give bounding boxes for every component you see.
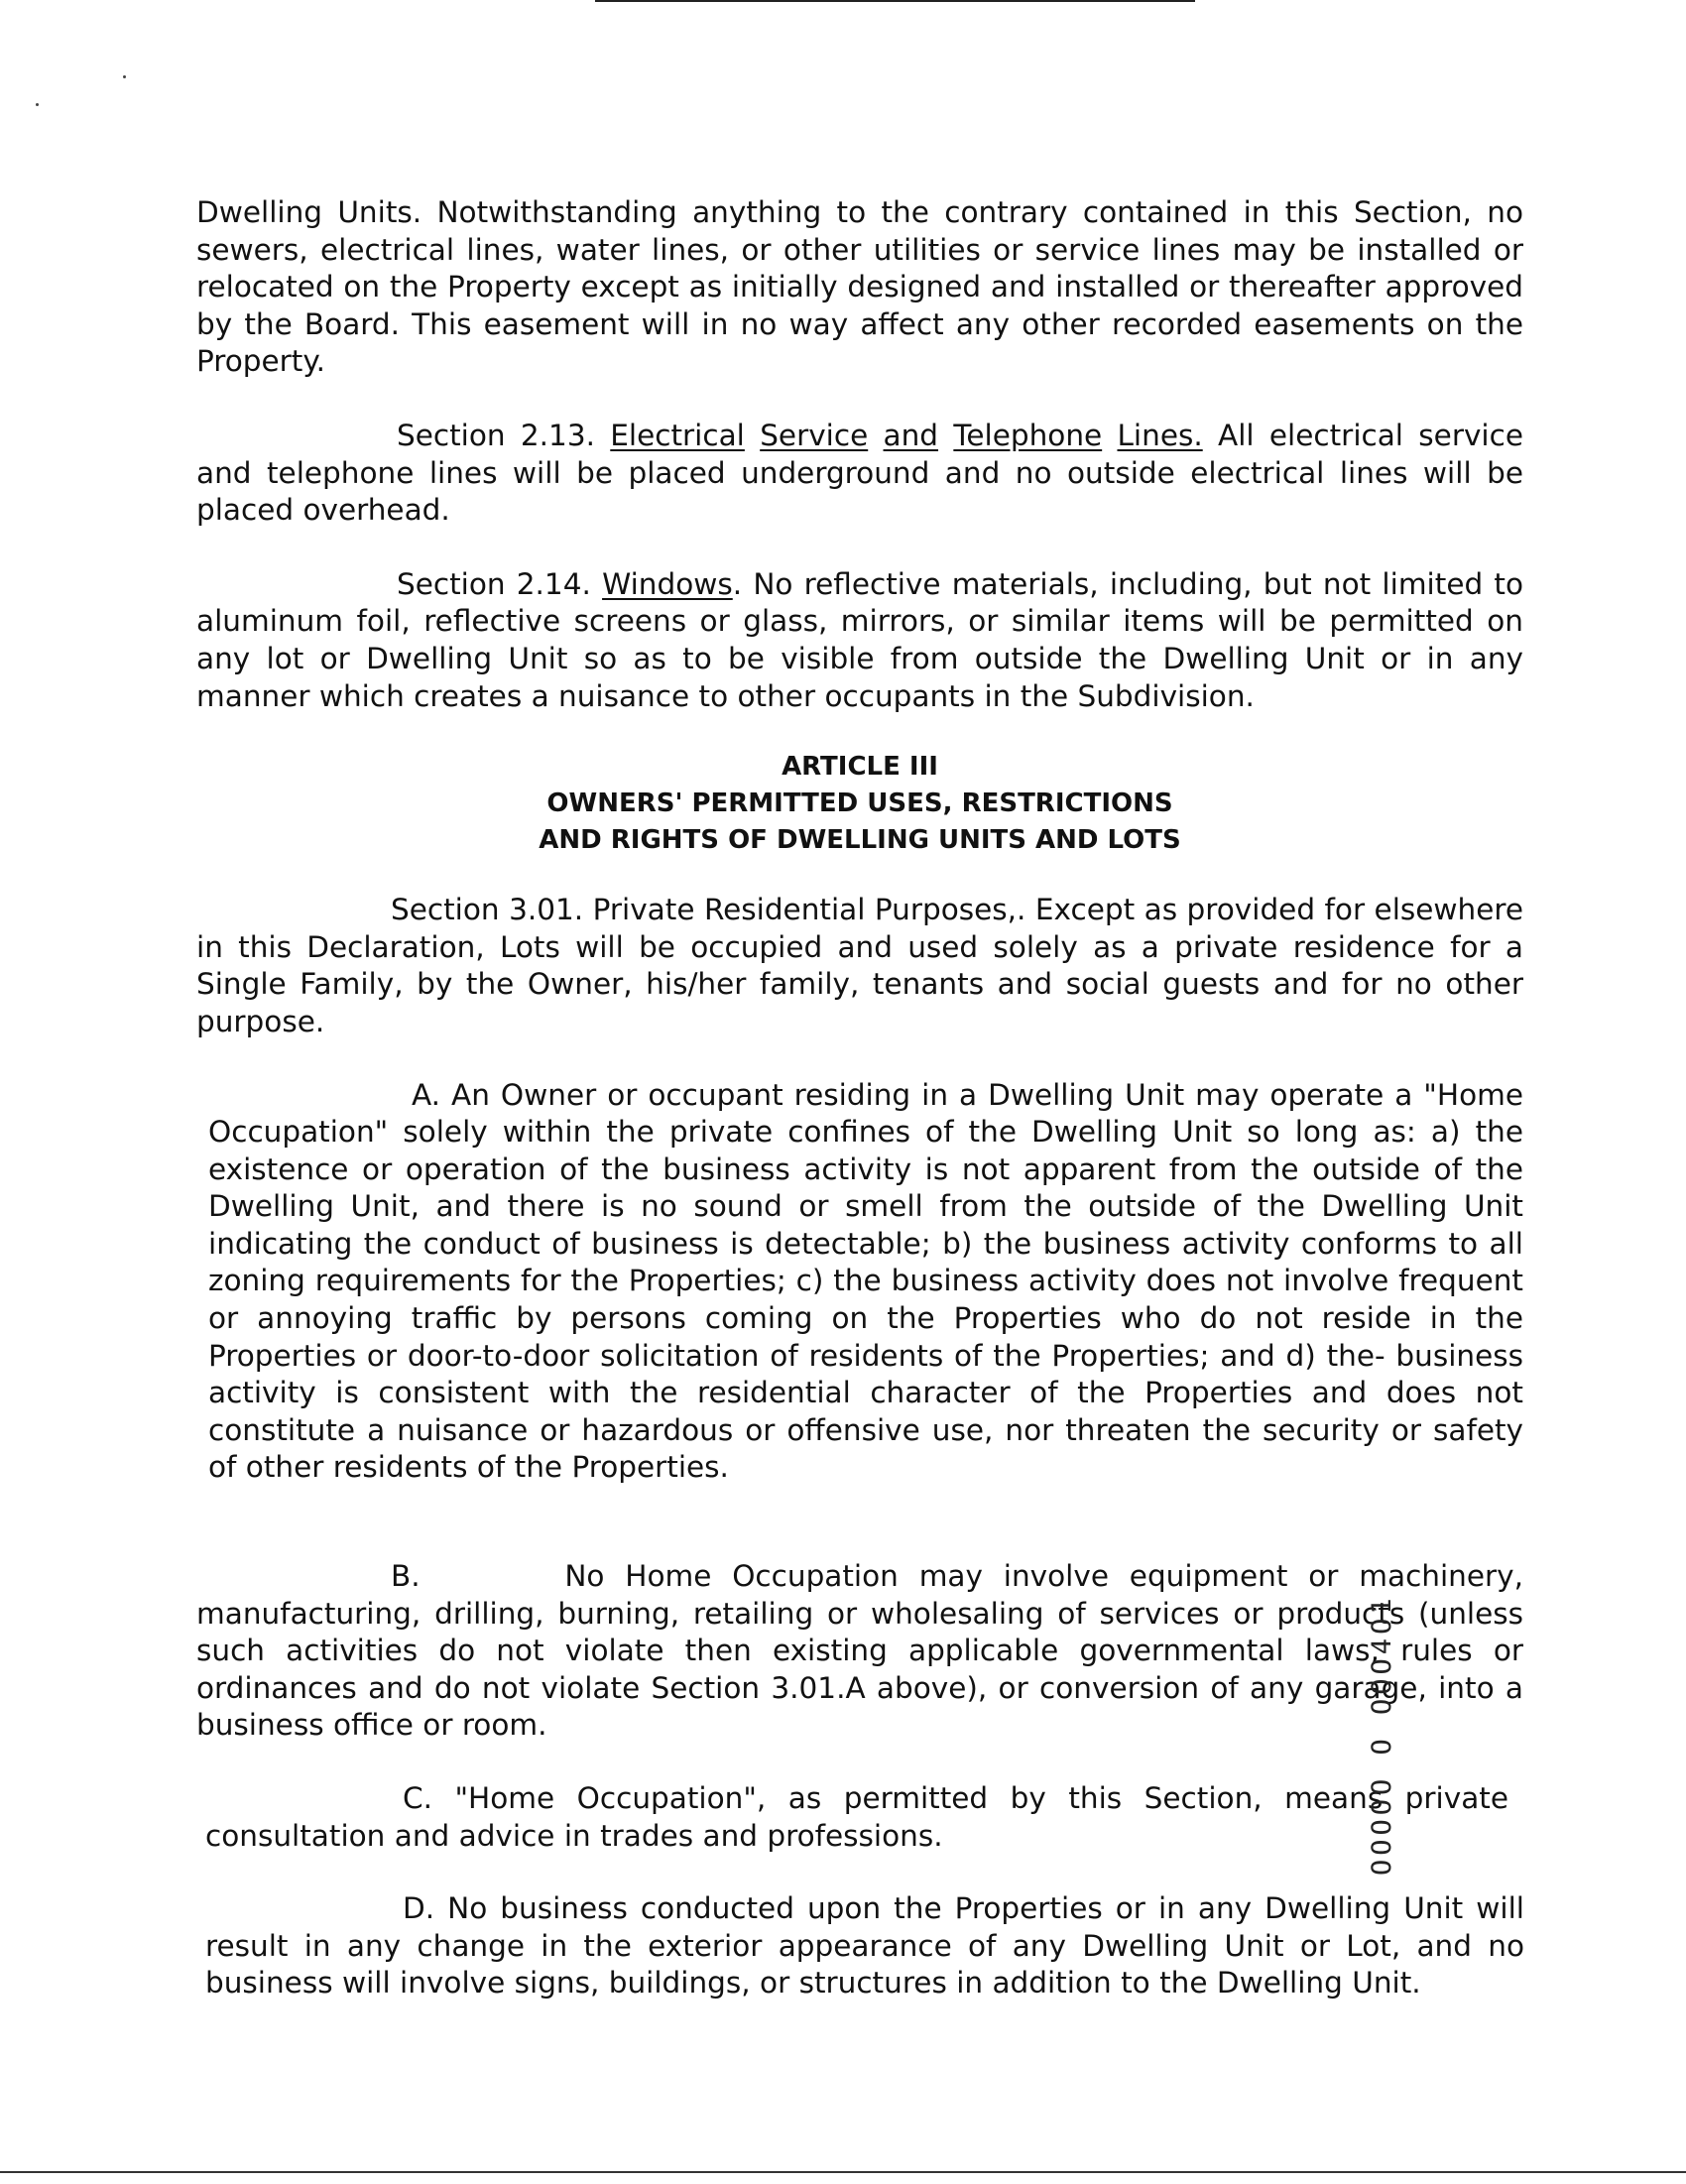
section-3-01 xyxy=(196,892,1523,1040)
section-title-word: Service xyxy=(760,418,869,452)
section-2-13 xyxy=(196,418,1523,530)
section-2-14: Section 2.14. Windows. No reflective materials, including, but not limited to aluminum foil, reflective screens or glass, mirrors, or similar items will be permitted on any lot or Dwelling Unit so as to be visible from outside the Dwelling Unit or in any manner which creates a nuisance to other occupants in the Subdivision. xyxy=(196,566,1523,713)
section-body: Except as provided for elsewhere in this Declaration, Lots will be occupied and used solely as a private residence for a Single Family, by the Owner, his/her family, tenants and social guests and for no other purpose. xyxy=(196,893,1524,1038)
document-page xyxy=(196,194,1523,2031)
subsection-body: No Home Occupation may involve equipment or machinery, manufacturing, drilling, burning, retailing or wholesaling of services or products (unless such activities do not violate then existing applicable governmental laws, rules or ordinances and do not violate Section 3.01.A above), or conversion of any garage, into a business office or room. xyxy=(196,1559,1523,1743)
section-number: Section 2.13. xyxy=(397,418,595,452)
subsection-c: C. "Home Occupation", as permitted by this Section, means private consultation and advice in trades and professions. xyxy=(205,1781,1508,1853)
section-title-word: Electrical xyxy=(610,418,745,452)
section-title-word: Telephone xyxy=(953,418,1103,452)
scan-speck xyxy=(123,75,126,78)
section-body: All electrical service and telephone lines will be placed underground and no outside electrical lines will be placed overhead. xyxy=(196,418,1523,528)
section-body: No reflective materials, including, but not limited to aluminum foil, reflective screens or glass, mirrors, or similar items will be permitted on any lot or Dwelling Unit so as to be visible from outside the Dwelling Unit or in any manner which creates a nuisance to other occupants in the Subdivision. xyxy=(196,566,1523,713)
subsection-b xyxy=(196,1558,1523,1745)
section-title-word: and xyxy=(883,418,939,452)
scan-speck xyxy=(36,103,39,106)
side-document-stamp: OOOOO O OOO4O1 xyxy=(1367,1594,1397,1876)
section-title-word: Lines. xyxy=(1117,418,1203,452)
subsection-a: A. An Owner or occupant residing in a Dwelling Unit may operate a "Home Occupation" solely within the private confines of the Dwelling Unit so long as: a) the existence or operation of the business activity is not apparent from the outside of the Dwelling Unit, and there is no sound or smell from the outside of the Dwelling Unit indicating the conduct of business is detectable; b) the business activity conforms to all zoning requirements for the Properties; c) the business activity does not involve frequent or annoying traffic by persons coming on the Properties who do not reside in the Properties or door-to-door solicitation of residents of the Properties; and d) the- business activity is consistent with the residential character of the Properties and does not constitute a nuisance or hazardous or offensive use, nor threaten the security or safety of other residents of the Properties. xyxy=(208,1077,1523,1485)
section-number: Section 2.14. xyxy=(397,566,591,601)
article-title-line: OWNERS' PERMITTED USES, RESTRICTIONS xyxy=(546,789,1173,819)
section-title: Private Residential Purposes,. xyxy=(592,893,1026,927)
top-scan-rule xyxy=(595,0,1195,2)
section-number: Section 3.01. xyxy=(391,893,584,927)
subsection-letter: B. xyxy=(391,1559,421,1594)
subsection-d: D. No business conducted upon the Properties or in any Dwelling Unit will result in any change in the exterior appearance of any Dwelling Unit or Lot, and no business will involve signs, buildings, or structures in addition to the Dwelling Unit. xyxy=(205,1891,1524,2001)
bottom-scan-rule xyxy=(0,2171,1686,2173)
article-number: ARTICLE III xyxy=(782,752,938,783)
article-title-line: AND RIGHTS OF DWELLING UNITS AND LOTS xyxy=(539,825,1181,856)
intro-paragraph: Dwelling Units. Notwithstanding anything to the contrary contained in this Section, no sewers, electrical lines, water lines, or other utilities or service lines may be installed or relocated on the Property except as initially designed and installed or thereafter approved by the Board. This easement will in no way affect any other recorded easements on the Property. xyxy=(196,195,1523,379)
article-heading xyxy=(196,749,1523,859)
section-title: Windows xyxy=(602,566,733,601)
